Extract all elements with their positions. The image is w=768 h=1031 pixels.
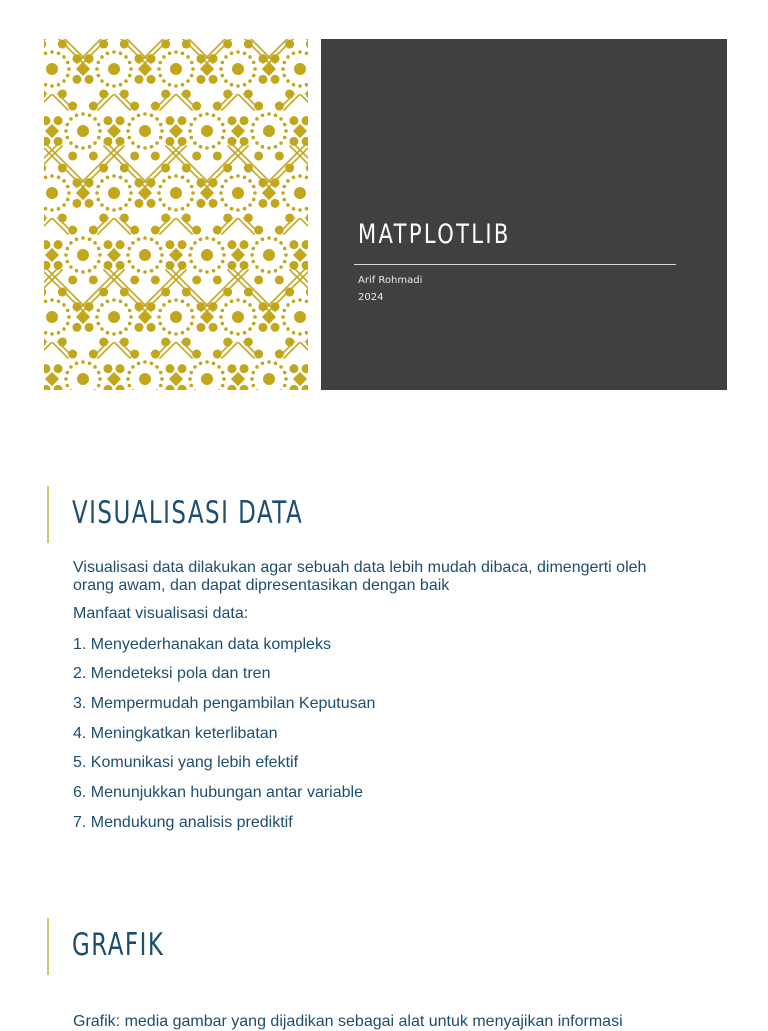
list-item: 3. Mempermudah pengambilan Keputusan [73, 695, 376, 712]
list-item: 4. Meningkatkan keterlibatan [73, 725, 278, 742]
list-item: 6. Menunjukkan hubungan antar variable [73, 784, 363, 801]
presentation-year: 2024 [358, 292, 384, 303]
accent-bar [47, 918, 49, 975]
title-divider [354, 264, 676, 265]
grafik-paragraph: Grafik: media gambar yang dijadikan sebagai alat untuk menyajikan informasi [73, 1013, 623, 1030]
accent-bar [47, 486, 49, 543]
intro-paragraph: Visualisasi data dilakukan agar sebuah data lebih mudah dibaca, dimengerti oleh orang awam, dan dapat dipresentasikan dengan baik [73, 559, 647, 594]
decorative-pattern-image [44, 39, 308, 390]
benefits-subheading: Manfaat visualisasi data: [73, 605, 249, 622]
list-item: 5. Komunikasi yang lebih efektif [73, 754, 299, 771]
title-slide [0, 0, 768, 420]
title-panel [321, 39, 727, 390]
pattern-icon [44, 39, 308, 390]
section-title: VISUALISASI DATA [72, 495, 304, 531]
list-item: 7. Mendukung analisis prediktif [73, 814, 293, 831]
presentation-title: MATPLOTLIB [358, 219, 511, 250]
author-name: Arif Rohmadi [358, 275, 423, 286]
list-item: 2. Mendeteksi pola dan tren [73, 665, 271, 682]
section-title: GRAFIK [72, 927, 165, 963]
list-item: 1. Menyederhanakan data kompleks [73, 636, 331, 653]
